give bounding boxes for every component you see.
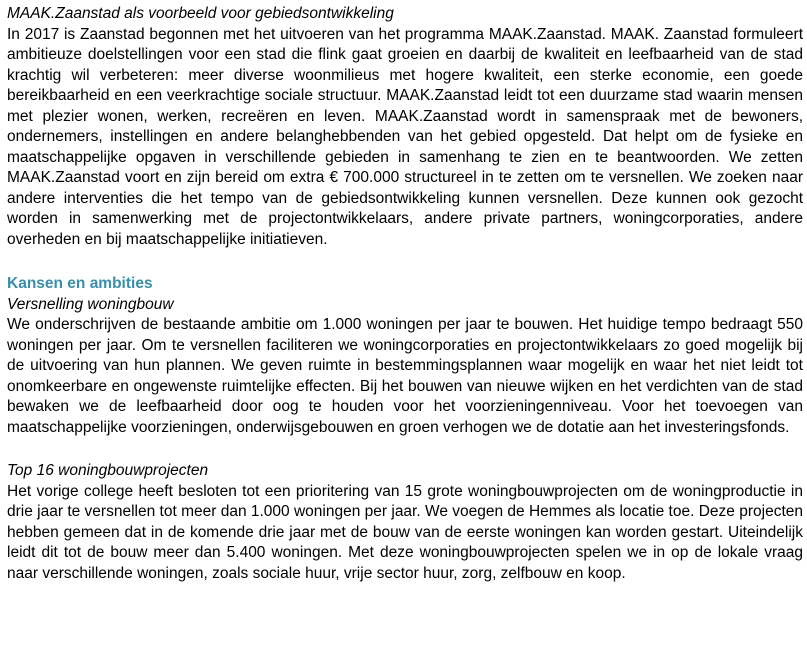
subsection-heading-woningbouw: Versnelling woningbouw <box>7 295 174 313</box>
intro-subheading: MAAK.Zaanstad als voorbeeld voor gebiedsontwikkeling <box>7 5 394 22</box>
document-page <box>7 4 803 584</box>
subsection-heading-top16: Top 16 woningbouwprojecten <box>7 462 209 479</box>
section-heading: Kansen en ambities <box>7 275 153 292</box>
subsection-paragraph-woningbouw: We onderschrijven de bestaande ambitie om 1.000 woningen per jaar te bouwen. Het huidige tempo bedraagt 550 woningen per jaar. Om te versnellen faciliteren we woningcorporaties en projectontwikkelaars zo goed mogelijk bij de uitvoering van hun plannen. We geven ruimte in bestemmingsplannen waar mogelijk en waar het niet leidt tot onomkeerbare en ongewenste ruimtelijke effecten. Bij het bouwen van nieuwe wijken en het verdichten van de stad bewaken we de leefbaarheid door oog te houden voor het voorzieningenniveau. Voor het toevoegen van maatschappelijke voorzieningen, onderwijsgebouwen en groen verhogen we de dotatie aan het investeringsfonds. <box>7 316 803 436</box>
subsection-paragraph-top16: Het vorige college heeft besloten tot een prioritering van 15 grote woningbouwprojecten om de woningproductie in drie jaar te versnellen tot meer dan 1.000 woningen per jaar. We voegen de Hemmes als locatie toe. Deze projecten hebben gemeen dat in de komende drie jaar met de bouw van de eerste woningen kan worden gestart. Uiteindelijk leidt dit tot de bouw meer dan 5.400 woningen. Met deze woningbouwprojecten spelen we in op de lokale vraag naar verschillende woningen, zoals sociale huur, vrije sector huur, zorg, zelfbouw en koop. <box>7 482 803 582</box>
intro-paragraph: In 2017 is Zaanstad begonnen met het uitvoeren van het programma MAAK.Zaanstad. MAAK. Zaanstad formuleert ambitieuze doelstellingen voor een stad die flink gaat groeien en daarbij de kwaliteit en leefbaarheid van de stad krachtig wil verbeteren: meer diverse woonmilieus met hogere kwaliteit, een sterke economie, een goede bereikbaarheid en een veerkrachtige sociale structuur. MAAK.Zaanstad leidt tot een duurzame stad waarin mensen met plezier wonen, werken, recreëren en leven. MAAK.Zaanstad wordt in samenspraak met de bewoners, ondernemers, instellingen en andere belanghebbenden van het gebied opgesteld. Dat helpt om de fysieke en maatschappelijke opgaven in verschillende gebieden in samenhang te zien en te beantwoorden. We zetten MAAK.Zaanstad voort en zijn bereid om extra € 700.000 structureel in te zetten om te versnellen. We zoeken naar andere interventies die het tempo van de gebiedsontwikkeling kunnen versnellen. Deze kunnen ook gezocht worden in samenwerking met de projectontwikkelaars, andere private partners, woningcorporaties, andere overheden en bij maatschappelijke initiatieven. <box>7 25 803 248</box>
